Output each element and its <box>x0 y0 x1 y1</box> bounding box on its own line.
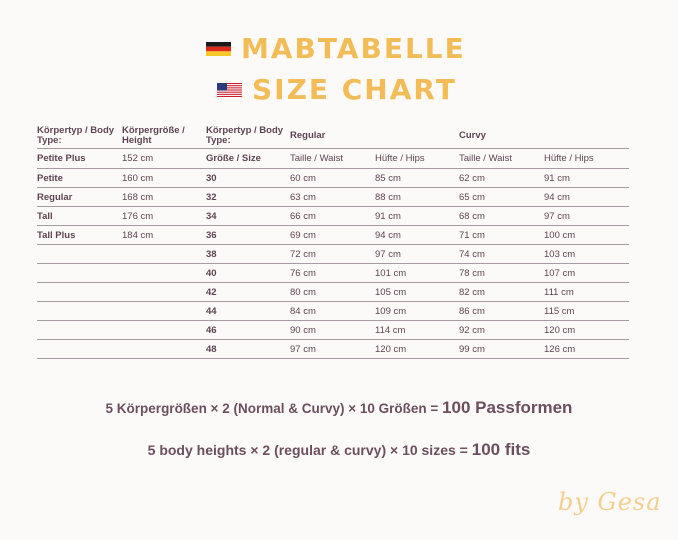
table-row <box>37 124 629 149</box>
table-row <box>37 169 629 188</box>
table-cell: 69 cm <box>290 226 375 245</box>
table-cell: 63 cm <box>290 188 375 207</box>
table-cell: 160 cm <box>122 169 206 188</box>
formula-en-text: 5 body heights × 2 (regular & curvy) × 10 sizes = <box>147 442 468 458</box>
table-cell: 120 cm <box>544 321 629 340</box>
table-cell: Körpertyp / Body Type: <box>37 124 122 149</box>
table-cell: 32 <box>206 188 290 207</box>
table-cell: 111 cm <box>544 283 629 302</box>
table-cell: Größe / Size <box>206 149 290 169</box>
table-row <box>37 340 629 359</box>
table-cell: 109 cm <box>375 302 459 321</box>
table-cell: 72 cm <box>290 245 375 264</box>
table-cell <box>37 340 122 359</box>
table-cell <box>122 321 206 340</box>
table-cell: Taille / Waist <box>290 149 375 169</box>
table-cell: 71 cm <box>459 226 544 245</box>
table-cell: 97 cm <box>544 207 629 226</box>
table-cell: 60 cm <box>290 169 375 188</box>
table-cell: 114 cm <box>375 321 459 340</box>
table-cell: 46 <box>206 321 290 340</box>
table-cell: 176 cm <box>122 207 206 226</box>
table-cell: 90 cm <box>290 321 375 340</box>
table-cell <box>122 245 206 264</box>
table-row <box>37 149 629 169</box>
table-cell: 152 cm <box>122 149 206 169</box>
table-cell: 100 cm <box>544 226 629 245</box>
table-cell: Körpertyp / Body Type: <box>206 124 290 149</box>
table-cell: 92 cm <box>459 321 544 340</box>
table-cell: 74 cm <box>459 245 544 264</box>
signature: by Gesa <box>558 488 662 516</box>
formula-de-result: 100 Passformen <box>442 398 573 417</box>
table-cell: 76 cm <box>290 264 375 283</box>
table-cell: 97 cm <box>290 340 375 359</box>
table-cell <box>37 264 122 283</box>
table-cell: 82 cm <box>459 283 544 302</box>
title-german <box>206 32 466 65</box>
table-cell: 84 cm <box>290 302 375 321</box>
table-cell: 30 <box>206 169 290 188</box>
table-cell <box>122 302 206 321</box>
table-cell: 168 cm <box>122 188 206 207</box>
table-cell: Petite <box>37 169 122 188</box>
table-cell: 91 cm <box>375 207 459 226</box>
table-cell: 115 cm <box>544 302 629 321</box>
table-cell: 44 <box>206 302 290 321</box>
table-cell <box>37 302 122 321</box>
formula-de-text: 5 Körpergrößen × 2 (Normal & Curvy) × 10 Größen = <box>105 401 439 416</box>
table-cell: 66 cm <box>290 207 375 226</box>
table-cell: 65 cm <box>459 188 544 207</box>
table-row <box>37 264 629 283</box>
germany-flag-icon <box>206 42 231 56</box>
formula-german <box>0 398 678 418</box>
title-english <box>217 73 457 106</box>
table-row <box>37 245 629 264</box>
table-cell: Hüfte / Hips <box>544 149 629 169</box>
size-table <box>37 124 629 359</box>
table-cell: Regular <box>290 124 375 149</box>
table-cell: Petite Plus <box>37 149 122 169</box>
table-row <box>37 321 629 340</box>
table-cell: Tall Plus <box>37 226 122 245</box>
table-cell: 99 cm <box>459 340 544 359</box>
table-cell: Hüfte / Hips <box>375 149 459 169</box>
table-cell <box>375 124 459 149</box>
table-cell: 94 cm <box>375 226 459 245</box>
table-cell: 91 cm <box>544 169 629 188</box>
table-cell: 85 cm <box>375 169 459 188</box>
formula-en-result: 100 fits <box>471 440 531 459</box>
table-cell <box>37 245 122 264</box>
table-cell: 86 cm <box>459 302 544 321</box>
table-cell <box>122 283 206 302</box>
table-cell <box>122 340 206 359</box>
table-cell: 68 cm <box>459 207 544 226</box>
table-cell: 184 cm <box>122 226 206 245</box>
table-cell: Curvy <box>459 124 544 149</box>
table-cell: 40 <box>206 264 290 283</box>
title-de-text: MABTABELLE <box>241 32 466 65</box>
table-cell: 34 <box>206 207 290 226</box>
table-cell: 62 cm <box>459 169 544 188</box>
table-cell: 126 cm <box>544 340 629 359</box>
table-cell <box>37 283 122 302</box>
table-cell: 48 <box>206 340 290 359</box>
usa-flag-icon <box>217 83 242 97</box>
table-cell: 97 cm <box>375 245 459 264</box>
table-cell: Tall <box>37 207 122 226</box>
table-cell: 120 cm <box>375 340 459 359</box>
table-cell: 101 cm <box>375 264 459 283</box>
table-cell <box>544 124 629 149</box>
table-cell: 42 <box>206 283 290 302</box>
table-cell: 103 cm <box>544 245 629 264</box>
table-cell: 78 cm <box>459 264 544 283</box>
table-cell <box>37 321 122 340</box>
table-cell: 107 cm <box>544 264 629 283</box>
title-en-text: SIZE CHART <box>252 73 457 106</box>
table-cell: 94 cm <box>544 188 629 207</box>
table-row <box>37 302 629 321</box>
table-row <box>37 188 629 207</box>
table-cell: 38 <box>206 245 290 264</box>
table-row <box>37 283 629 302</box>
table-cell: Taille / Waist <box>459 149 544 169</box>
table-cell: 88 cm <box>375 188 459 207</box>
table-cell: 105 cm <box>375 283 459 302</box>
table-cell: 36 <box>206 226 290 245</box>
table-row <box>37 226 629 245</box>
table-cell: Körpergröße / Height <box>122 124 206 149</box>
table-row <box>37 207 629 226</box>
formula-english <box>0 440 678 460</box>
table-cell: Regular <box>37 188 122 207</box>
table-cell: 80 cm <box>290 283 375 302</box>
table-cell <box>122 264 206 283</box>
